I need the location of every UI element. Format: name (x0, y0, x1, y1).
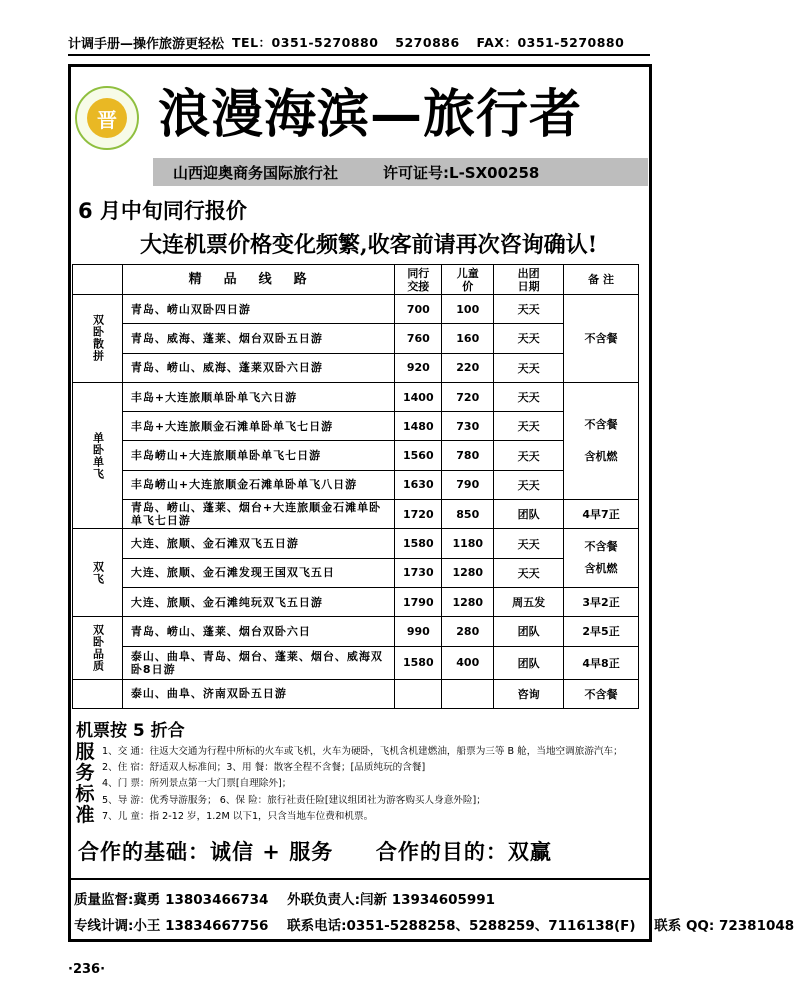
child-price-cell: 790 (442, 470, 494, 499)
departure-cell: 天天 (494, 295, 564, 324)
route-cell: 大连、旅顺、金石滩双飞五日游 (122, 529, 394, 558)
table-row (73, 500, 639, 529)
child-price-cell: 160 (442, 324, 494, 353)
service-standard-title: 服务标准 (75, 741, 95, 826)
motto: 计调手册—操作旅游更轻松 (68, 36, 225, 52)
route-cell: 丰岛崂山+大连旅顺金石滩单卧单飞八日游 (122, 470, 394, 499)
route-cell: 青岛、威海、蓬莱、烟台双卧五日游 (122, 324, 394, 353)
footer-divider (68, 878, 652, 880)
route-cell: 青岛、崂山双卧四日游 (122, 295, 394, 324)
remarks-cell: 不含餐 含机燃 (564, 529, 639, 588)
departure-cell: 天天 (494, 353, 564, 382)
remarks-cell: 4早7正 (564, 500, 639, 529)
price-table (72, 264, 639, 709)
route-planner: 专线计调:小王 13834667756 (74, 918, 269, 934)
departure-cell: 天天 (494, 324, 564, 353)
route-cell: 泰山、曲阜、青岛、烟台、蓬莱、烟台、威海双卧8日游 (122, 646, 394, 679)
remarks-cell: 不含餐 (564, 295, 639, 383)
route-cell: 丰岛崂山+大连旅顺单卧单飞七日游 (122, 441, 394, 470)
child-price-cell: 780 (442, 441, 494, 470)
header-category (73, 265, 123, 295)
header-departure: 出团 日期 (494, 265, 564, 295)
departure-cell: 团队 (494, 500, 564, 529)
table-row (73, 529, 639, 558)
remarks-cell: 3早2正 (564, 587, 639, 616)
table-row (73, 324, 639, 353)
child-price-cell: 730 (442, 412, 494, 441)
table-row (73, 646, 639, 679)
adult-price-cell: 1580 (395, 529, 442, 558)
departure-cell: 天天 (494, 558, 564, 587)
category-cell: 单卧单飞 (73, 382, 123, 528)
list-item: 1、交 通：往返大交通为行程中所标的火车或飞机，火车为硬卧，飞机含机建燃油，船票为三等 B 舱，当地空调旅游汽车； (102, 746, 623, 757)
route-cell: 青岛、崂山、蓬莱、烟台双卧六日 (122, 617, 394, 646)
departure-cell: 咨询 (494, 679, 564, 708)
agency-license: 许可证号:L-SX00258 (383, 163, 540, 182)
child-price-cell (442, 679, 494, 708)
footer-line-2 (74, 914, 808, 934)
remarks-cell: 不含餐 含机燃 (564, 382, 639, 499)
price-notice: 大连机票价格变化频繁,收客前请再次咨询确认! (140, 232, 598, 258)
contact-phone: 联系电话:0351-5288258、5288259、7116138(F) (287, 918, 636, 934)
table-header-row (73, 265, 639, 295)
table-row (73, 382, 639, 411)
table-row (73, 412, 639, 441)
outreach-manager: 外联负责人:闫新 13934605991 (287, 892, 496, 908)
quality-supervisor: 质量监督:冀勇 13803466734 (74, 892, 269, 908)
adult-price-cell: 700 (395, 295, 442, 324)
child-price-cell: 1280 (442, 587, 494, 616)
cooperation-slogan: 合作的基础：诚信 + 服务 合作的目的：双赢 (78, 839, 552, 864)
table-row (73, 558, 639, 587)
list-item: 5、导 游：优秀导游服务； 6、保 险：旅行社责任险[建议组团社为游客购买人身意外险]； (102, 794, 486, 806)
adult-price-cell: 1630 (395, 470, 442, 499)
route-cell: 泰山、曲阜、济南双卧五日游 (122, 679, 394, 708)
category-cell (73, 679, 123, 708)
adult-price-cell: 1790 (395, 587, 442, 616)
table-row (73, 353, 639, 382)
page-number: ·236· (68, 962, 106, 977)
table-row (73, 470, 639, 499)
departure-cell: 天天 (494, 412, 564, 441)
child-price-cell: 220 (442, 353, 494, 382)
child-price-cell: 280 (442, 617, 494, 646)
remarks-cell: 2早5正 (564, 617, 639, 646)
service-standard-list (102, 744, 642, 825)
departure-cell: 团队 (494, 646, 564, 679)
adult-price-cell: 1400 (395, 382, 442, 411)
adult-price-cell: 920 (395, 353, 442, 382)
child-price-cell: 1280 (442, 558, 494, 587)
child-price-cell: 850 (442, 500, 494, 529)
agency-logo-icon: 晋 (75, 86, 139, 150)
footer-line-1 (74, 888, 509, 908)
route-cell: 丰岛+大连旅顺金石滩单卧单飞七日游 (122, 412, 394, 441)
adult-price-cell: 760 (395, 324, 442, 353)
adult-price-cell: 1480 (395, 412, 442, 441)
list-item: 4、门 票：所列景点第一大门票[自理除外]； (102, 778, 292, 790)
remarks-cell: 不含餐 (564, 679, 639, 708)
departure-cell: 团队 (494, 617, 564, 646)
table-row (73, 679, 639, 708)
contacts (232, 33, 636, 51)
departure-cell: 天天 (494, 441, 564, 470)
airfare-discount: 机票按 5 折合 (76, 721, 185, 741)
child-price-cell: 1180 (442, 529, 494, 558)
category-cell: 双飞 (73, 529, 123, 617)
list-item: 2、住 宿：舒适双人标准间；3、用 餐：散客全程不含餐；[品质纯玩的含餐] (102, 762, 426, 774)
route-cell: 青岛、崂山、威海、蓬莱双卧六日游 (122, 353, 394, 382)
agency-bar (153, 158, 648, 186)
table-row (73, 295, 639, 324)
tel: TEL：0351-5270880 (232, 35, 379, 50)
agency-name: 山西迎奥商务国际旅行社 (173, 163, 339, 182)
child-price-cell: 400 (442, 646, 494, 679)
header-remarks: 备 注 (564, 265, 639, 295)
departure-cell: 天天 (494, 529, 564, 558)
tel2: 5270886 (395, 35, 460, 50)
child-price-cell: 720 (442, 382, 494, 411)
child-price-cell: 100 (442, 295, 494, 324)
category-cell: 双卧散拼 (73, 295, 123, 383)
list-item: 7、儿 童：指 2-12 岁，1.2M 以下1，只含当地车位费和机票。 (102, 810, 374, 822)
table-row (73, 587, 639, 616)
adult-price-cell: 990 (395, 617, 442, 646)
route-cell: 丰岛+大连旅顺单卧单飞六日游 (122, 382, 394, 411)
adult-price-cell: 1720 (395, 500, 442, 529)
contact-qq: 联系 QQ: 72381048 (654, 918, 795, 934)
fax: FAX：0351-5270880 (476, 35, 625, 50)
header-child-price: 儿童 价 (442, 265, 494, 295)
top-contact-bar (68, 30, 650, 56)
adult-price-cell: 1580 (395, 646, 442, 679)
adult-price-cell: 1730 (395, 558, 442, 587)
table-row (73, 617, 639, 646)
route-cell: 大连、旅顺、金石滩纯玩双飞五日游 (122, 587, 394, 616)
adult-price-cell (395, 679, 442, 708)
remarks-cell: 4早8正 (564, 646, 639, 679)
adult-price-cell: 1560 (395, 441, 442, 470)
category-cell: 双卧品质 (73, 617, 123, 679)
price-heading: 6 月中旬同行报价 (78, 199, 247, 223)
route-cell: 青岛、崂山、蓬莱、烟台+大连旅顺金石滩单卧单飞七日游 (122, 500, 394, 529)
route-cell: 大连、旅顺、金石滩发现王国双飞五日 (122, 558, 394, 587)
departure-cell: 周五发 (494, 587, 564, 616)
header-route: 精品线路 (122, 265, 394, 295)
brand-title: 浪漫海滨—旅行者 (158, 84, 583, 145)
header-adult-price: 同行 交接 (395, 265, 442, 295)
table-row (73, 441, 639, 470)
departure-cell: 天天 (494, 470, 564, 499)
departure-cell: 天天 (494, 382, 564, 411)
